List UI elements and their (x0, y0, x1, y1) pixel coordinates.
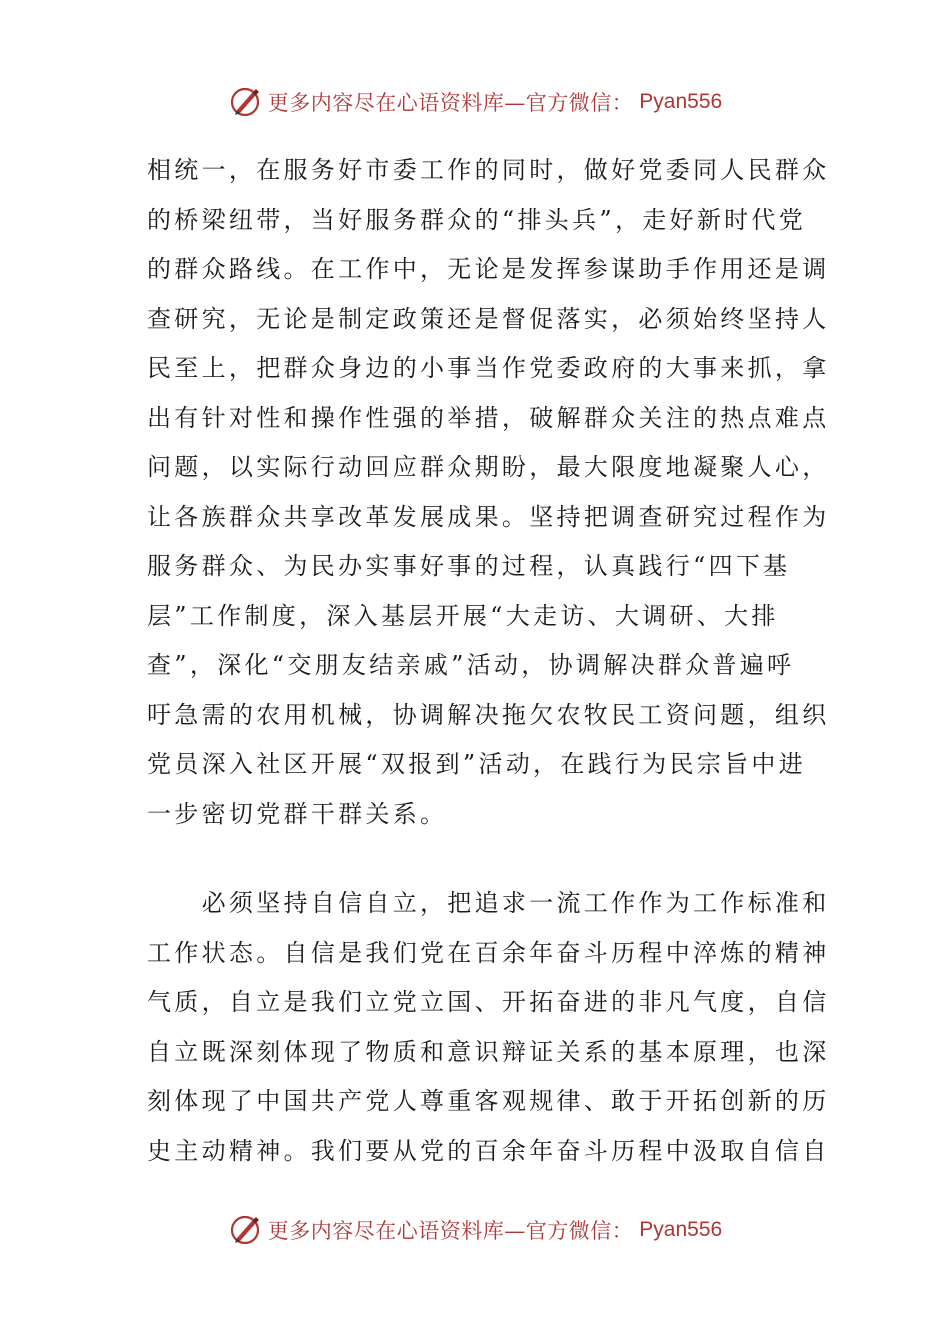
text-line: 史主动精神。我们要从党的百余年奋斗历程中汲取自信自 (147, 1136, 830, 1165)
pen-circle-logo-icon (228, 85, 262, 119)
text-line: 的群众路线。在工作中，无论是发挥参谋助手作用还是调 (147, 255, 830, 283)
text-line: 查研究，无论是制定政策还是督促落实，必须始终坚持人 (147, 304, 830, 333)
body-paragraph-2 (147, 879, 830, 1176)
watermark-text: 更多内容尽在心语资料库—官方微信： (267, 1219, 634, 1243)
text-line: 民至上，把群众身边的小事当作党委政府的大事来抓，拿 (147, 354, 830, 382)
text-line: 一步密切党群干群关系。 (147, 799, 448, 828)
body-paragraph-1 (147, 146, 830, 839)
text-line: 自立既深刻体现了物质和意识辩证关系的基本原理，也深 (147, 1037, 830, 1066)
watermark-wechat-id: Pyan556 (639, 1218, 723, 1241)
text-line: 服务群众、为民办实事好事的过程，认真践行“四下基 (147, 552, 791, 580)
text-line: 气质，自立是我们立党立国、开拓奋进的非凡气度，自信 (147, 988, 830, 1016)
text-line: 相统一，在服务好市委工作的同时，做好党委同人民群众 (147, 156, 830, 184)
text-line: 让各族群众共享改革发展成果。坚持把调查研究过程作为 (147, 502, 830, 531)
text-line: 工作状态。自信是我们党在百余年奋斗历程中淬炼的精神 (147, 938, 830, 967)
text-line: 刻体现了中国共产党人尊重客观规律、敢于开拓创新的历 (147, 1087, 830, 1115)
watermark-wechat-id: Pyan556 (639, 90, 723, 113)
footer-watermark (0, 1210, 950, 1250)
text-line: 问题，以实际行动回应群众期盼，最大限度地凝聚人心， (147, 453, 830, 481)
text-line: 的桥梁纽带，当好服务群众的“排头兵”，走好新时代党 (147, 205, 807, 234)
text-line: 层”工作制度，深入基层开展“大走访、大调研、大排 (147, 601, 779, 630)
text-line: 党员深入社区开展“双报到”活动，在践行为民宗旨中进 (147, 750, 807, 778)
text-line: 必须坚持自信自立，把追求一流工作作为工作标准和 (147, 889, 830, 917)
text-line: 出有针对性和操作性强的举措，破解群众关注的热点难点 (147, 403, 830, 432)
watermark-text: 更多内容尽在心语资料库—官方微信： (267, 91, 634, 115)
text-line: 查”，深化“交朋友结亲戚”活动，协调解决群众普遍呼 (147, 651, 795, 679)
text-line: 吁急需的农用机械，协调解决拖欠农牧民工资问题，组织 (147, 700, 830, 729)
pen-circle-logo-icon (228, 1213, 262, 1247)
header-watermark (0, 82, 950, 122)
